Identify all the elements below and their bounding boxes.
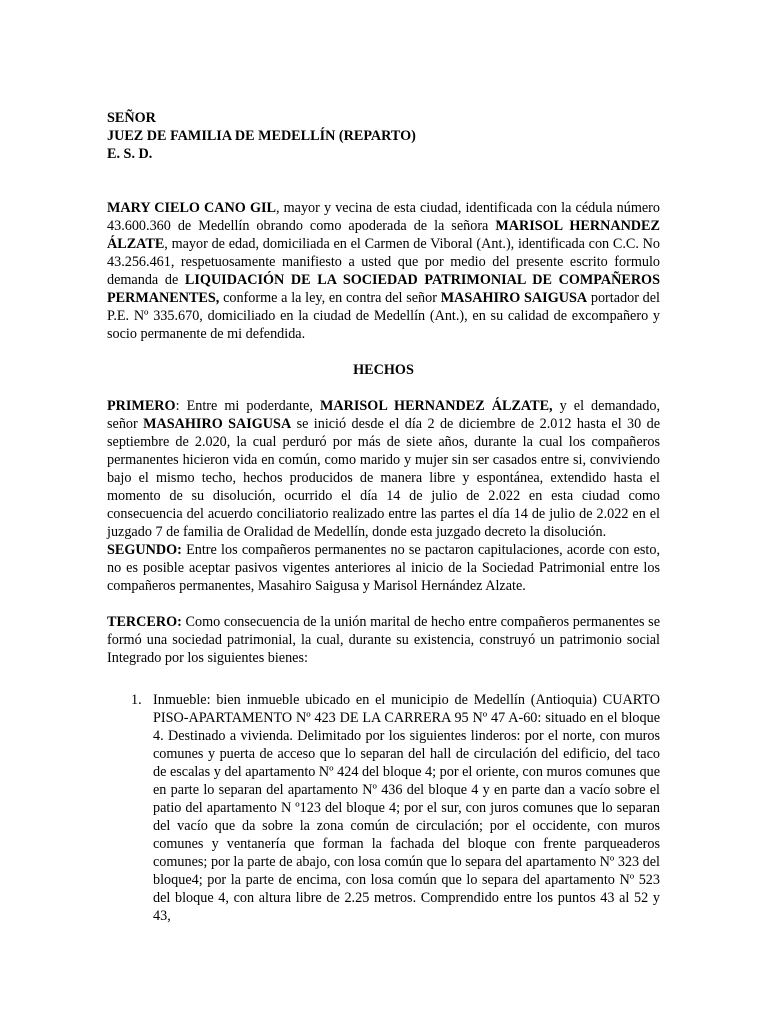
list-item-number: 1. [131,692,142,708]
client-name: MARISOL HERNANDEZ ÁLZATE [107,218,660,252]
intro-paragraph: MARY CIELO CANO GIL, mayor y vecina de esta ciudad, identificada con la cédula número 43.600.360 de Medellín obrando como apoderada de la señora MARISOL HERNANDEZ ÁLZATE, mayor de edad, domiciliada en el Carmen de Viboral (Ant.), identificada con C.C. No 43.256.461, respetuosamente manifiesto a usted que por medio del presente escrito formulo demanda de LIQUIDACIÓN DE LA SOCIEDAD PATRIMONIAL DE COMPAÑEROS PERMANENTES, conforme a la ley, en contra del señor MASAHIRO SAIGUSA portador del P.E. Nº 335.670, domiciliado en la ciudad de Medellín (Ant.), en su calidad de excompañero y socio permanente de mi defendida. [107,200,660,342]
addressee-esd: E. S. D. [107,146,153,162]
section-heading-hechos: HECHOS [353,362,414,378]
fact-primero-label: PRIMERO [107,398,176,414]
defendant-name: MASAHIRO SAIGUSA [440,290,588,306]
fact-segundo-label: SEGUNDO: [107,542,182,558]
fact-tercero: TERCERO: Como consecuencia de la unión marital de hecho entre compañeros permanentes se formó una sociedad patrimonial, la cual, durante su existencia, construyó un patrimonio social Integrado por los siguientes bienes: [107,614,660,666]
list-item-text: Inmueble: bien inmueble ubicado en el municipio de Medellín (Antioquia) CUARTO PISO-APARTAMENTO Nº 423 DE LA CARRERA 95 Nº 47 A-60: situado en el bloque 4. Destinado a vivienda. Delimitado por los siguientes linderos: por el norte, con muros comunes y puerta de acceso que lo separan del hall de circulación del edificio, del taco de escalas y del apartamento Nº 424 del bloque 4; por el oriente, con muros comunes que en parte lo separan del apartamento Nº 436 del bloque 4 y en parte dan a vacío sobre el patio del apartamento N º123 del bloque 4; por el sur, con juros comunes que lo separan del vacío que da sobre la zona común de circulación; por el occidente, con muros comunes y ventanería que forman la fachada del bloque con frente parqueaderos comunes; por la parte de abajo, con losa común que lo separa del apartamento Nº 323 del bloque4; por la parte de encima, con losa común que lo separa del apartamento Nº 523 del bloque 4, con altura libre de 2.25 metros. Comprendido entre los puntos 43 al 52 y 43, [153,692,660,924]
addressee-block [107,109,660,163]
addressee-title: SEÑOR [107,110,156,126]
action-title: LIQUIDACIÓN DE LA SOCIEDAD PATRIMONIAL DE COMPAÑEROS PERMANENTES, [107,272,660,306]
fact-primero: PRIMERO: Entre mi poderdante, MARISOL HERNANDEZ ÁLZATE, y el demandado, señor MASAHIRO SAIGUSA se inició desde el día 2 de diciembre de 2.012 hasta el 30 de septiembre de 2.020, la cual perduró por más de siete años, durante la cual los compañeros permanentes hicieron vida en común, como marido y mujer sin ser casados entre si, conviviendo bajo el mismo techo, hechos producidos de manera libre y espontánea, extendido hasta el momento de su disolución, ocurrido el día 14 de julio de 2.022 en esta ciudad como consecuencia del acuerdo conciliatorio realizado entre las partes el día 14 de julio de 2.022 en el juzgado 7 de familia de Oralidad de Medellín, donde esta juzgado decreto la disolución. [107,398,661,540]
document-body [107,109,660,925]
fact-tercero-label: TERCERO: [107,614,182,630]
addressee-court: JUEZ DE FAMILIA DE MEDELLÍN (REPARTO) [107,128,416,144]
fact-segundo: SEGUNDO: Entre los compañeros permanentes no se pactaron capitulaciones, acorde con esto, no es posible aceptar pasivos vigentes anteriores al inicio de la Sociedad Patrimonial entre los compañeros permanentes, Masahiro Saigusa y Marisol Hernández Alzate. [107,542,660,594]
attorney-name: MARY CIELO CANO GIL [107,200,276,216]
list-item [107,691,660,925]
